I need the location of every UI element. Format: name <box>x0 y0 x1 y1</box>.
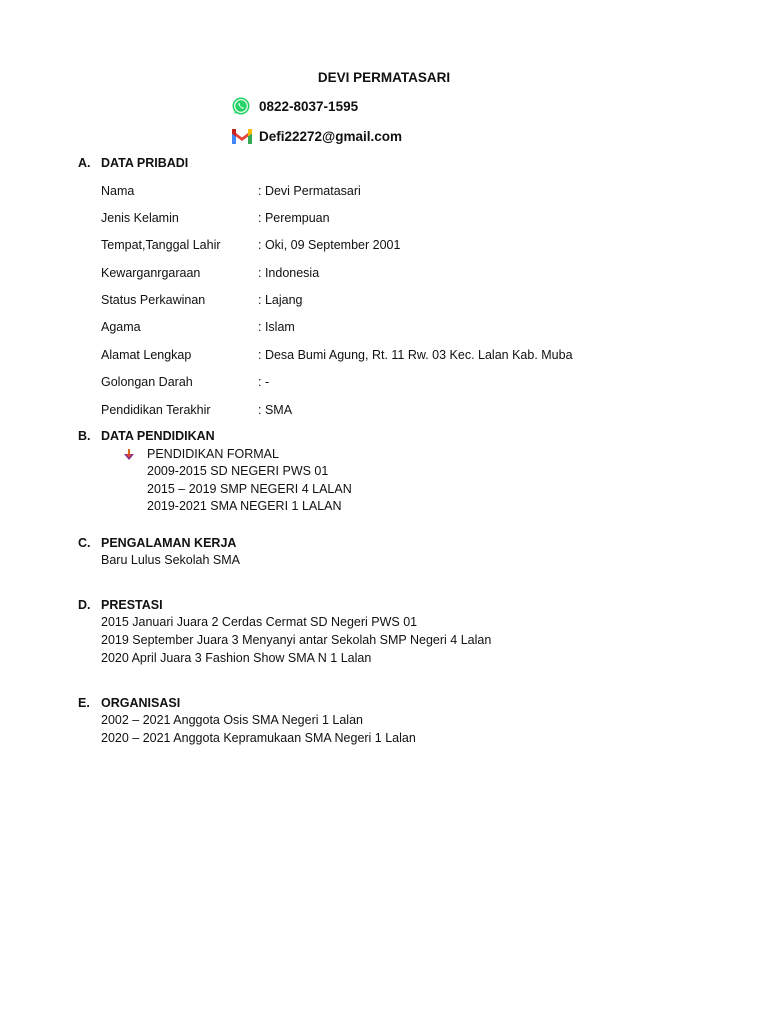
section-c-title: PENGALAMAN KERJA <box>101 536 237 550</box>
value-pendidikan-terakhir: : SMA <box>258 403 293 417</box>
value-nama: : Devi Permatasari <box>258 184 361 198</box>
label-golongan-darah: Golongan Darah <box>101 375 193 389</box>
value-kewarganegaraan: : Indonesia <box>258 266 320 280</box>
education-line: 2015 – 2019 SMP NEGERI 4 LALAN <box>147 482 352 496</box>
value-jenis-kelamin: : Perempuan <box>258 211 330 225</box>
education-line: 2019-2021 SMA NEGERI 1 LALAN <box>147 499 342 513</box>
section-a-letter: A. <box>78 156 91 170</box>
label-tempat-tanggal-lahir: Tempat,Tanggal Lahir <box>101 238 221 252</box>
value-agama: : Islam <box>258 320 295 334</box>
section-e-letter: E. <box>78 696 90 710</box>
education-line: 2009-2015 SD NEGERI PWS 01 <box>147 464 329 478</box>
achievement-line: 2015 Januari Juara 2 Cerdas Cermat SD Negeri PWS 01 <box>101 615 418 629</box>
pendidikan-formal-subtitle: PENDIDIKAN FORMAL <box>147 447 279 461</box>
value-alamat-lengkap: : Desa Bumi Agung, Rt. 11 Rw. 03 Kec. Lalan Kab. Muba <box>258 348 573 362</box>
label-status-perkawinan: Status Perkawinan <box>101 293 206 307</box>
label-jenis-kelamin: Jenis Kelamin <box>101 211 179 225</box>
whatsapp-icon <box>231 96 251 116</box>
label-alamat-lengkap: Alamat Lengkap <box>101 348 192 362</box>
email-address: Defi22272@gmail.com <box>259 128 402 144</box>
value-golongan-darah: : - <box>258 375 270 389</box>
section-d-letter: D. <box>78 598 91 612</box>
section-d-title: PRESTASI <box>101 598 163 612</box>
value-status-perkawinan: : Lajang <box>258 293 303 307</box>
section-b-letter: B. <box>78 429 91 443</box>
organization-line: 2020 – 2021 Anggota Kepramukaan SMA Negeri 1 Lalan <box>101 731 416 745</box>
achievement-line: 2019 September Juara 3 Menyanyi antar Sekolah SMP Negeri 4 Lalan <box>101 633 492 647</box>
label-nama: Nama <box>101 184 135 198</box>
phone-contact <box>231 96 358 116</box>
gmail-icon <box>231 126 251 146</box>
arrow-bullet-icon <box>123 449 135 461</box>
cv-name: DEVI PERMATASARI <box>317 70 451 85</box>
section-c-letter: C. <box>78 536 91 550</box>
section-e-title: ORGANISASI <box>101 696 181 710</box>
organization-line: 2002 – 2021 Anggota Osis SMA Negeri 1 Lalan <box>101 713 363 727</box>
work-experience-line: Baru Lulus Sekolah SMA <box>101 553 240 567</box>
email-contact <box>231 126 402 146</box>
label-kewarganegaraan: Kewarganrgaraan <box>101 266 201 280</box>
section-a-title: DATA PRIBADI <box>101 156 189 170</box>
label-agama: Agama <box>101 320 141 334</box>
phone-number: 0822-8037-1595 <box>259 98 359 114</box>
section-b-title: DATA PENDIDIKAN <box>101 429 215 443</box>
achievement-line: 2020 April Juara 3 Fashion Show SMA N 1 Lalan <box>101 651 372 665</box>
value-tempat-tanggal-lahir: : Oki, 09 September 2001 <box>258 238 401 252</box>
label-pendidikan-terakhir: Pendidikan Terakhir <box>101 403 211 417</box>
